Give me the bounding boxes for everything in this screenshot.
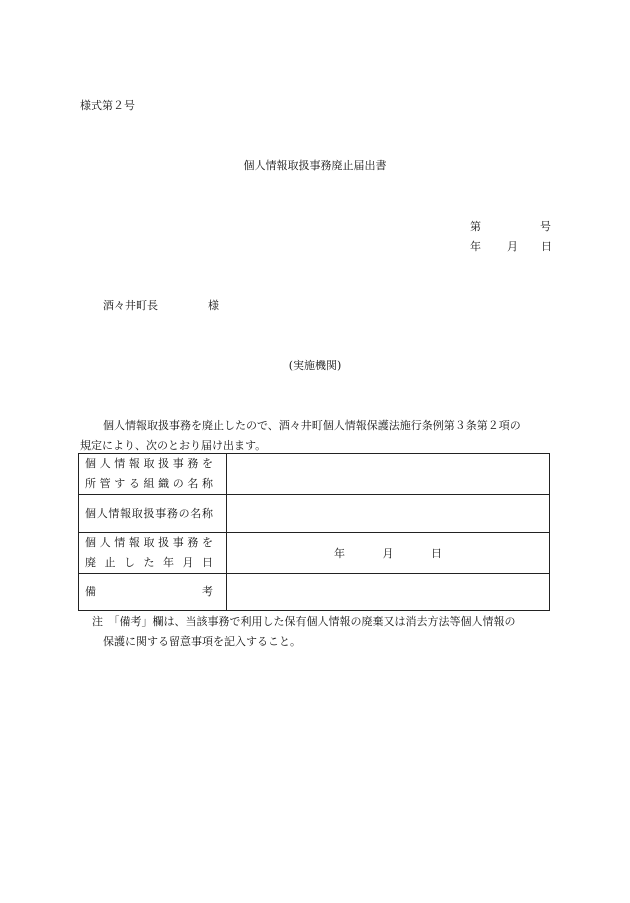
label-line: 所管する組織の名称 [85, 477, 213, 490]
remarks-field[interactable] [227, 574, 550, 611]
label-line: 備考 [85, 585, 213, 598]
table-label-remarks [79, 574, 227, 611]
label-line: 個人情報取扱事務を [85, 536, 213, 549]
label-line: 個人情報取扱事務を [85, 457, 213, 470]
body-text-line: 個人情報取扱事務を廃止したので、酒々井町個人情報保護法施行条例第３条第２項の [103, 419, 521, 432]
abolition-date-field[interactable] [227, 533, 550, 574]
reference-number-suffix: 号 [540, 220, 551, 233]
organization-name-field[interactable] [227, 454, 550, 495]
date-year-label: 年 [470, 240, 481, 253]
form-number: 様式第２号 [80, 99, 135, 112]
form-table [78, 453, 550, 611]
note-line: 注 「備考」欄は、当該事務で利用した保有個人情報の廃棄又は消去方法等個人情報の [92, 615, 516, 628]
date-day-label: 日 [541, 240, 552, 253]
table-row [79, 495, 550, 533]
date-part-month: 月 [382, 547, 394, 560]
table-row [79, 574, 550, 611]
body-text-line: 規定により、次のとおり届け出ます。 [80, 439, 267, 452]
document-title: 個人情報取扱事務廃止届出書 [243, 159, 387, 172]
label-line: 廃止した年月日 [85, 556, 213, 569]
date-month-label: 月 [507, 240, 518, 253]
table-row [79, 533, 550, 574]
table-label-abolition-date [79, 533, 227, 574]
reference-number-label: 第 [470, 220, 481, 233]
table-label-organization [79, 454, 227, 495]
date-part-year: 年 [334, 547, 345, 560]
note-line: 保護に関する留意事項を記入すること。 [103, 635, 301, 648]
addressee-name: 酒々井町長 [103, 299, 158, 312]
label-line: 個人情報取扱事務の名称 [85, 506, 213, 520]
affair-name-field[interactable] [227, 495, 550, 533]
table-row [79, 454, 550, 495]
table-label-affair-name [79, 495, 227, 533]
implementing-body: (実施機関) [288, 359, 342, 372]
addressee-honorific: 様 [208, 299, 219, 312]
date-part-day: 日 [431, 547, 442, 560]
